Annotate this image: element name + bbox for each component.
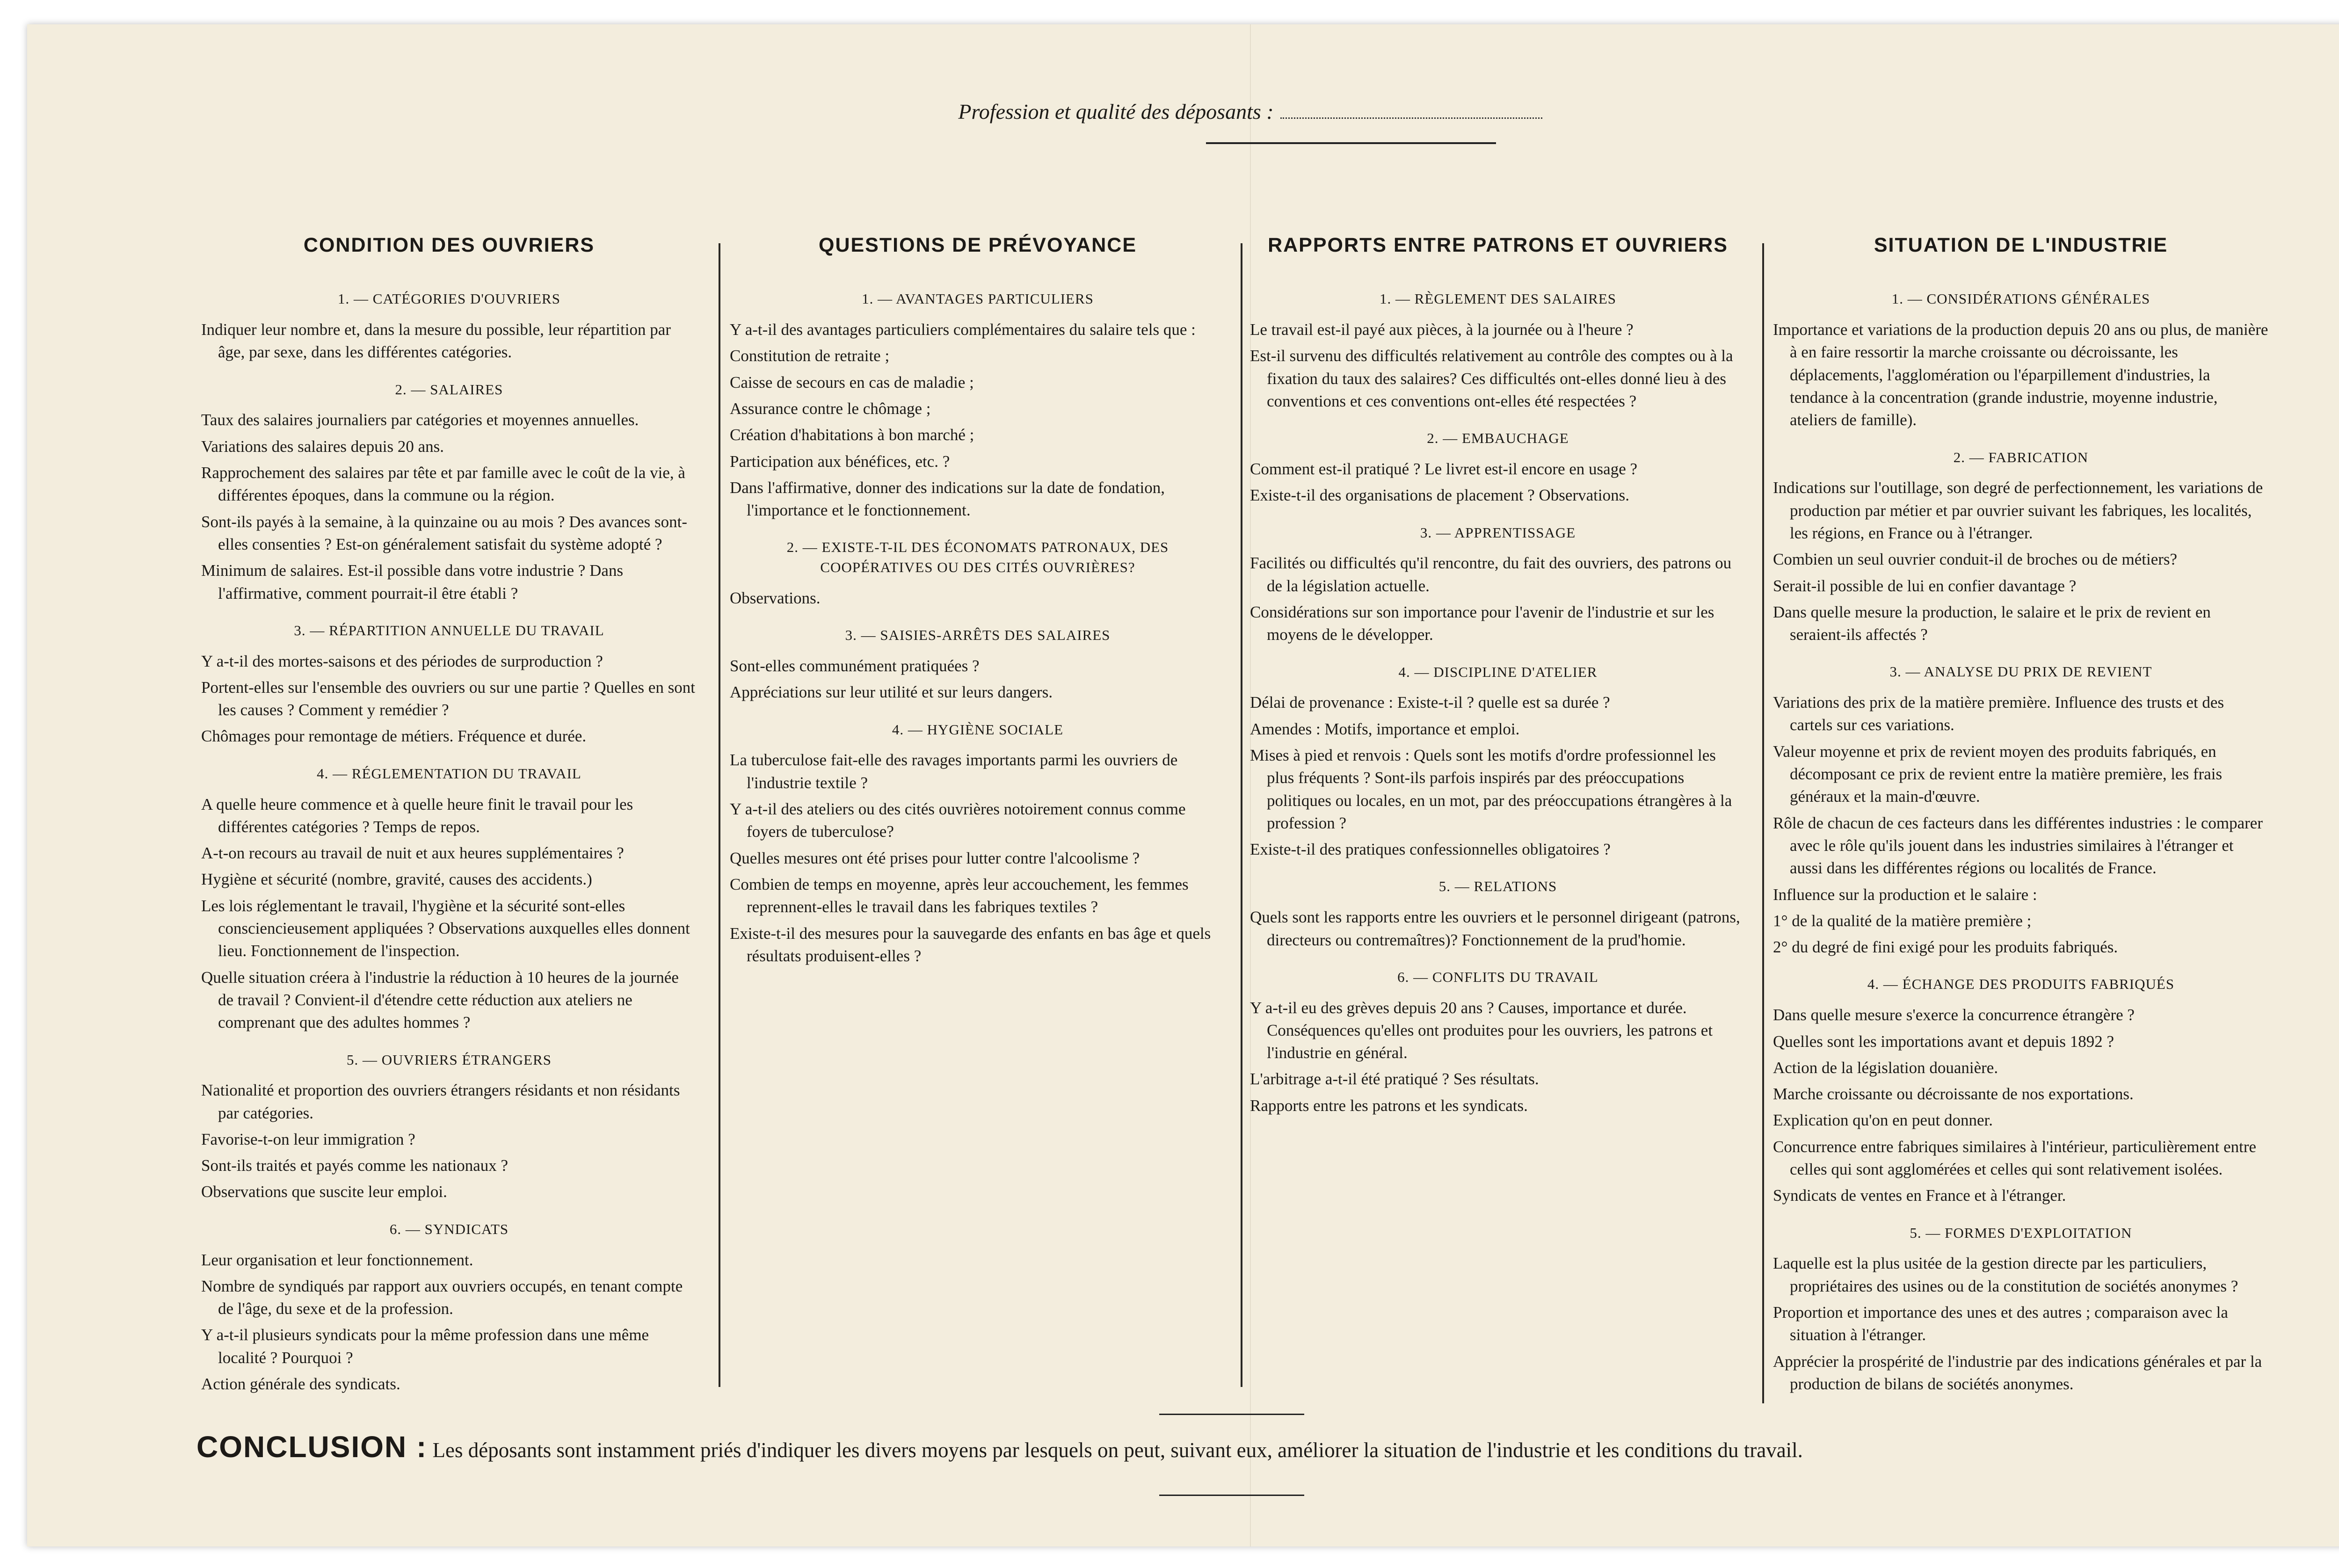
question-item: Dans l'affirmative, donner des indications sur la date de fondation, l'importance et le fonctionnement.: [730, 478, 1165, 520]
question-section: [201, 1220, 697, 1396]
question-item: Les lois réglementant le travail, l'hygiène et la sécurité sont-elles consciencieusement appliquées ? Observations auxquelles elles donnent lieu. Fonctionnement de l'inspection.: [201, 896, 690, 960]
question-section: [201, 380, 697, 605]
question-item: Existe-t-il des pratiques confessionnelles obligatoires ?: [1250, 840, 1611, 859]
section-title: 6. — SYNDICATS: [389, 1220, 509, 1237]
conclusion-label: CONCLUSION :: [196, 1430, 428, 1464]
question-section: [201, 621, 697, 748]
question-item: Valeur moyenne et prix de revient moyen des produits fabriqués, en décomposant ce prix de revient entre la matière première, les frais généraux et la main-d'œuvre.: [1773, 742, 2223, 806]
question-section: [1773, 289, 2269, 431]
section-title: 1. — RÈGLEMENT DES SALAIRES: [1379, 290, 1617, 307]
question-item: Serait-il possible de lui en confier davantage ?: [1773, 576, 2077, 595]
question-item: Assurance contre le chômage ;: [730, 399, 931, 418]
question-section: [201, 289, 697, 363]
conclusion-rule-top: [1159, 1414, 1304, 1415]
question-item: Y a-t-il eu des grèves depuis 20 ans ? Causes, importance et durée. Conséquences qu'elles ont produites pour les ouvriers, les patrons et l'industrie en général.: [1250, 998, 1713, 1062]
header-rule: [1206, 142, 1496, 144]
question-item: Laquelle est la plus usitée de la gestion directe par les particuliers, propriétaires des usines ou de la constitution de sociétés anonymes ?: [1773, 1254, 2238, 1295]
question-item: Y a-t-il des mortes-saisons et des périodes de surproduction ?: [201, 652, 603, 670]
column-divider: [719, 243, 720, 1387]
question-section: [1250, 877, 1746, 951]
question-item: Variations des salaires depuis 20 ans.: [201, 437, 444, 456]
question-item: Quelle situation créera à l'industrie la réduction à 10 heures de la journée de travail ? Convient-il d'étendre cette réduction aux ateliers ne comprenant que des adultes hommes ?: [201, 968, 679, 1032]
conclusion-text: Les déposants sont instamment priés d'indiquer les divers moyens par lesquels on peut, suivant eux, améliorer la situation de l'industrie et les conditions du travail.: [432, 1438, 1803, 1462]
question-item: Dans quelle mesure s'exerce la concurrence étrangère ?: [1773, 1006, 2135, 1024]
question-item: Appréciations sur leur utilité et sur leurs dangers.: [730, 683, 1053, 702]
question-item: Sont-elles communément pratiquées ?: [730, 657, 980, 675]
section-title: 3. — SAISIES-ARRÊTS DES SALAIRES: [845, 627, 1111, 644]
column-title: CONDITION DES OUVRIERS: [303, 234, 595, 256]
question-section: [1773, 448, 2269, 646]
question-item: Facilités ou difficultés qu'il rencontre, du fait des ouvriers, des patrons ou de la législation actuelle.: [1250, 554, 1732, 595]
section-title: 3. — APPRENTISSAGE: [1420, 524, 1576, 541]
question-item: Le travail est-il payé aux pièces, à la journée ou à l'heure ?: [1250, 320, 1634, 339]
question-item: Amendes : Motifs, importance et emploi.: [1250, 719, 1520, 738]
section-title: 4. — HYGIÈNE SOCIALE: [892, 721, 1064, 738]
section-title: 3. — ANALYSE DU PRIX DE REVIENT: [1889, 663, 2152, 680]
question-item: Leur organisation et leur fonctionnement.: [201, 1250, 473, 1269]
column-title: RAPPORTS ENTRE PATRONS ET OUVRIERS: [1268, 234, 1728, 256]
section-title: 1. — CONSIDÉRATIONS GÉNÉRALES: [1891, 290, 2150, 307]
question-item: Concurrence entre fabriques similaires à l'intérieur, particulièrement entre celles qui sont agglomérées et celles qui sont relativement isolées.: [1773, 1137, 2257, 1178]
question-section: [201, 1050, 697, 1204]
question-item: Syndicats de ventes en France et à l'étranger.: [1773, 1186, 2066, 1205]
question-section: [730, 625, 1226, 704]
section-title: 5. — OUVRIERS ÉTRANGERS: [346, 1051, 552, 1068]
question-section: [730, 720, 1226, 967]
question-item: 1° de la qualité de la matière première ;: [1773, 911, 2032, 930]
question-section: [1250, 523, 1746, 646]
section-title: 1. — AVANTAGES PARTICULIERS: [862, 290, 1094, 307]
section-title: 2. — EXISTE-T-IL DES ÉCONOMATS PATRONAUX, DES COOPÉRATIVES OU DES CITÉS OUVRIÈRES?: [786, 539, 1169, 576]
question-item: Observations.: [730, 589, 821, 607]
question-item: Dans quelle mesure la production, le salaire et le prix de revient en seraient-ils affectés ?: [1773, 603, 2211, 644]
section-title: 5. — FORMES D'EXPLOITATION: [1910, 1224, 2132, 1241]
question-item: Combien de temps en moyenne, après leur accouchement, les femmes reprennent-elles le travail dans les fabriques textiles ?: [730, 875, 1189, 916]
question-item: Action de la législation douanière.: [1773, 1058, 1998, 1077]
question-item: Existe-t-il des organisations de placement ? Observations.: [1250, 486, 1629, 505]
question-item: 2° du degré de fini exigé pour les produits fabriqués.: [1773, 938, 2118, 957]
question-section: [1250, 967, 1746, 1117]
question-item: Rôle de chacun de ces facteurs dans les différentes industries : le comparer avec le rôle qu'ils jouent dans les industries similaires à l'étranger et aussi dans les différentes régions ou localités de France.: [1773, 813, 2263, 878]
question-item: Rapports entre les patrons et les syndicats.: [1250, 1096, 1528, 1115]
question-section: [1250, 289, 1746, 413]
section-title: 6. — CONFLITS DU TRAVAIL: [1397, 968, 1598, 985]
question-item: Constitution de retraite ;: [730, 347, 890, 365]
question-item: Observations que suscite leur emploi.: [201, 1183, 447, 1201]
question-item: Sont-ils payés à la semaine, à la quinzaine ou au mois ? Des avances sont-elles consenties ? Est-on généralement satisfait du système adopté ?: [201, 512, 687, 553]
question-section: [1773, 1223, 2269, 1396]
question-section: [1250, 662, 1746, 861]
question-item: Variations des prix de la matière première. Influence des trusts et des cartels sur ces variations.: [1773, 693, 2224, 734]
section-title: 1. — CATÉGORIES D'OUVRIERS: [338, 290, 560, 307]
question-item: Portent-elles sur l'ensemble des ouvriers ou sur une partie ? Quelles en sont les causes ? Comment y remédier ?: [201, 678, 696, 719]
question-item: Proportion et importance des unes et des autres ; comparaison avec la situation à l'étranger.: [1773, 1303, 2228, 1344]
question-section: [1773, 974, 2269, 1207]
question-item: Est-il survenu des difficultés relativement au contrôle des comptes ou à la fixation du taux des salaires? Ces difficultés ont-elles donné lieu à des conventions et ces conventions ont-elles été respectées ?: [1250, 347, 1733, 410]
question-item: Nombre de syndiqués par rapport aux ouvriers occupés, en tenant compte de l'âge, du sexe et de la profession.: [201, 1277, 683, 1318]
question-item: Y a-t-il des ateliers ou des cités ouvrières notoirement connus comme foyers de tuberculose?: [730, 800, 1186, 841]
question-item: Rapprochement des salaires par tête et par famille avec le coût de la vie, à différentes époques, dans la commune ou la région.: [201, 464, 685, 505]
column-divider: [1762, 243, 1764, 1403]
question-item: Importance et variations de la production depuis 20 ans ou plus, de manière à en faire ressortir la marche croissante ou décroissante, les déplacements, l'agglomération ou l'éparpillement d'industries, la tendance à la concentration (grande industrie, moyenne industrie, ateliers de famille).: [1773, 320, 2268, 429]
question-item: Favorise-t-on leur immigration ?: [201, 1130, 415, 1148]
depositor-profession-line: [0, 99, 2339, 124]
question-item: Quelles mesures ont été prises pour lutter contre l'alcoolisme ?: [730, 849, 1140, 867]
question-item: Y a-t-il des avantages particuliers complémentaires du salaire tels que :: [730, 320, 1196, 339]
question-item: Action générale des syndicats.: [201, 1375, 400, 1394]
question-item: A-t-on recours au travail de nuit et aux heures supplémentaires ?: [201, 844, 624, 863]
question-item: Minimum de salaires. Est-il possible dans votre industrie ? Dans l'affirmative, comment pourrait-il être établi ?: [201, 561, 624, 603]
question-section: [730, 289, 1226, 522]
question-item: Combien un seul ouvrier conduit-il de broches ou de métiers?: [1773, 550, 2178, 569]
question-item: Participation aux bénéfices, etc. ?: [730, 452, 950, 471]
question-item: Indiquer leur nombre et, dans la mesure du possible, leur répartition par âge, par sexe, dans les différentes catégories.: [201, 320, 671, 362]
section-title: 3. — RÉPARTITION ANNUELLE DU TRAVAIL: [294, 622, 604, 639]
column-situation-de-l-industrie: [1773, 232, 2269, 1411]
question-item: Sont-ils traités et payés comme les nationaux ?: [201, 1156, 508, 1175]
depositor-profession-blank: [1280, 117, 1542, 119]
question-item: Nationalité et proportion des ouvriers étrangers résidants et non résidants par catégories.: [201, 1081, 680, 1122]
section-title: 2. — EMBAUCHAGE: [1427, 430, 1569, 447]
question-item: Considérations sur son importance pour l'avenir de l'industrie et sur les moyens de le développer.: [1250, 603, 1714, 644]
question-item: Caisse de secours en cas de maladie ;: [730, 373, 974, 392]
question-item: Existe-t-il des mesures pour la sauvegarde des enfants en bas âge et quels résultats produisent-elles ?: [730, 924, 1211, 965]
section-title: 5. — RELATIONS: [1438, 878, 1557, 895]
question-item: Quelles sont les importations avant et depuis 1892 ?: [1773, 1032, 2114, 1051]
question-item: Influence sur la production et le salaire :: [1773, 885, 2037, 904]
question-item: Délai de provenance : Existe-t-il ? quelle est sa durée ?: [1250, 693, 1610, 712]
question-item: Taux des salaires journaliers par catégories et moyennes annuelles.: [201, 411, 639, 429]
question-item: Comment est-il pratiqué ? Le livret est-il encore en usage ?: [1250, 460, 1638, 479]
question-item: La tuberculose fait-elle des ravages importants parmi les ouvriers de l'industrie textile ?: [730, 751, 1178, 792]
column-divider: [1241, 243, 1242, 1387]
question-item: Chômages pour remontage de métiers. Fréquence et durée.: [201, 727, 587, 746]
question-item: Mises à pied et renvois : Quels sont les motifs d'ordre professionnel les plus fréquents ? Sont-ils parfois inspirés par des préoccupations politiques ou locales, en un mot, par des préoccupations étrangères à la profession ?: [1250, 746, 1732, 832]
question-item: Y a-t-il plusieurs syndicats pour la même profession dans une même localité ? Pourquoi ?: [201, 1326, 649, 1367]
question-item: Marche croissante ou décroissante de nos exportations.: [1773, 1085, 2134, 1103]
section-title: 2. — FABRICATION: [1953, 449, 2089, 465]
question-item: L'arbitrage a-t-il été pratiqué ? Ses résultats.: [1250, 1070, 1539, 1089]
column-title: SITUATION DE L'INDUSTRIE: [1874, 234, 2168, 256]
column-questions-de-prevoyance: [730, 232, 1226, 983]
question-item: Hygiène et sécurité (nombre, gravité, causes des accidents.): [201, 870, 592, 889]
depositor-profession-label: Profession et qualité des déposants :: [958, 100, 1274, 123]
section-title: 4. — RÉGLEMENTATION DU TRAVAIL: [317, 765, 581, 782]
question-section: [1773, 662, 2269, 958]
section-title: 4. — ÉCHANGE DES PRODUITS FABRIQUÉS: [1867, 976, 2175, 993]
question-section: [1250, 428, 1746, 507]
conclusion-rule-bottom: [1159, 1495, 1304, 1496]
column-rapports-patrons-ouvriers: [1250, 232, 1746, 1133]
column-condition-des-ouvriers: [201, 232, 697, 1411]
question-item: Apprécier la prospérité de l'industrie par des indications générales et par la production de bilans de sociétés anonymes.: [1773, 1352, 2262, 1393]
conclusion: [196, 1429, 2339, 1465]
question-item: Explication qu'on en peut donner.: [1773, 1111, 1993, 1130]
section-title: 4. — DISCIPLINE D'ATELIER: [1398, 663, 1598, 680]
section-title: 2. — SALAIRES: [395, 381, 503, 398]
question-item: Indications sur l'outillage, son degré de perfectionnement, les variations de production par métier et par ouvrier suivant les fabriques, les localités, les régions, en France ou à l'étranger.: [1773, 479, 2263, 542]
question-section: [730, 537, 1226, 610]
question-section: [201, 764, 697, 1034]
question-item: Création d'habitations à bon marché ;: [730, 426, 974, 444]
question-item: A quelle heure commence et à quelle heure finit le travail pour les différentes catégories ? Temps de repos.: [201, 795, 633, 836]
column-title: QUESTIONS DE PRÉVOYANCE: [819, 234, 1137, 256]
question-item: Quels sont les rapports entre les ouvriers et le personnel dirigeant (patrons, directeurs ou contremaîtres)? Fonctionnement de la prud'homie.: [1250, 908, 1740, 949]
